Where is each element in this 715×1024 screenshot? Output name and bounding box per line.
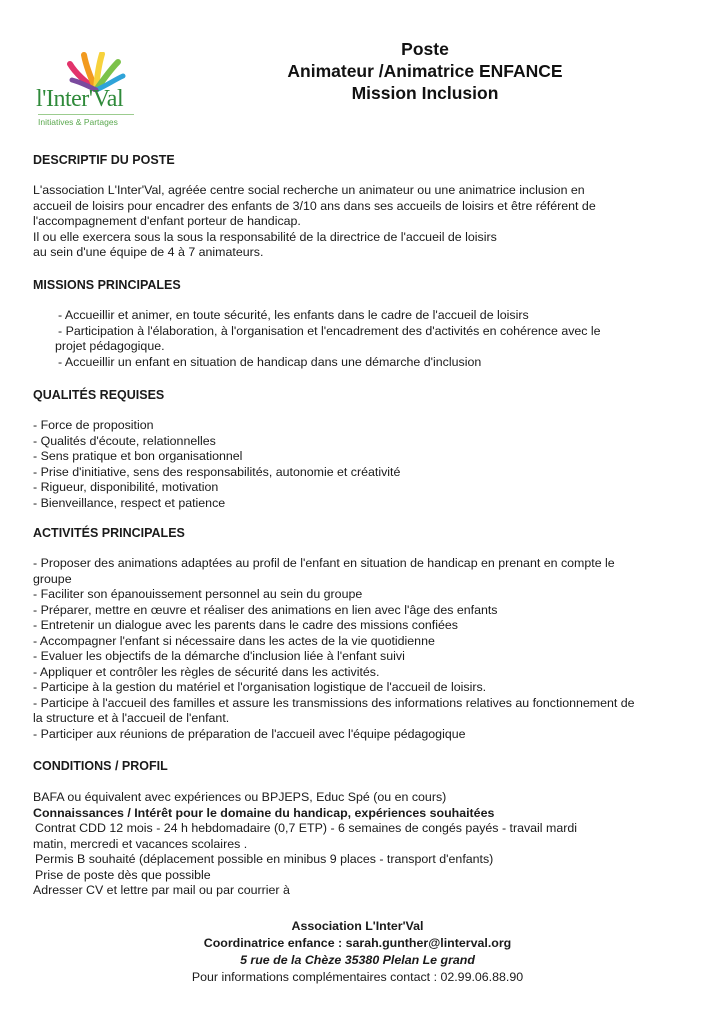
footer-address: 5 rue de la Chèze 35380 Plelan Le grand (240, 953, 475, 967)
section-heading-activites: ACTIVITÉS PRINCIPALES (33, 526, 185, 540)
descriptif-line: Il ou elle exercera sous la sous la responsabilité de la directrice de l'accueil de loisirs (33, 229, 497, 244)
qualite-item: - Rigueur, disponibilité, motivation (33, 480, 219, 494)
condition-line: Prise de poste dès que possible (35, 867, 211, 882)
logo-tagline: Initiatives & Partages (38, 117, 118, 127)
activite-item: - Evaluer les objectifs de la démarche d'inclusion liée à l'enfant suivi (33, 649, 405, 663)
contact-footer (150, 918, 565, 986)
descriptif-body (33, 183, 683, 261)
qualite-item: - Bienveillance, respect et patience (33, 495, 226, 510)
linterval-logo (30, 50, 140, 132)
qualites-list (33, 418, 683, 511)
activite-item: - Accompagner l'enfant si nécessaire dans les actes de la vie quotidienne (33, 633, 435, 648)
title-line-2: Animateur /Animatrice ENFANCE (287, 61, 563, 81)
footer-contact: Coordinatrice enfance : sarah.gunther@linterval.org (203, 936, 512, 950)
activites-list (33, 556, 683, 742)
qualite-item: - Prise d'initiative, sens des responsabilités, autonomie et créativité (33, 464, 401, 479)
activite-item: - Proposer des animations adaptées au profil de l'enfant en situation de handicap en prenant en compte le (33, 556, 615, 570)
missions-list (55, 308, 708, 370)
logo-brand: l'Inter'Val (36, 86, 124, 112)
qualite-item: - Sens pratique et bon organisationnel (33, 449, 243, 463)
activite-item: - Participe à la gestion du matériel et l'organisation logistique de l'accueil de loisirs. (33, 680, 487, 694)
title-line-1: Poste (401, 39, 449, 59)
activite-item: - Faciliter son épanouissement personnel au sein du groupe (33, 587, 363, 601)
condition-line-bold: Connaissances / Intérêt pour le domaine du handicap, expériences souhaitées (33, 805, 495, 820)
mission-item: - Accueillir un enfant en situation de handicap dans une démarche d'inclusion (58, 354, 482, 369)
condition-line: Permis B souhaité (déplacement possible en minibus 9 places - transport d'enfants) (35, 852, 494, 866)
page-title (230, 38, 620, 104)
section-heading-descriptif: DESCRIPTIF DU POSTE (33, 153, 175, 167)
descriptif-line: L'association L'Inter'Val, agréée centre social recherche un animateur ou une animatrice inclusion en (33, 183, 585, 197)
activite-item: - Participe à l'accueil des familles et assure les transmissions des informations relatives au fonctionnement de (33, 695, 635, 710)
qualite-item: - Force de proposition (33, 418, 154, 432)
mission-item: - Accueillir et animer, en toute sécurité, les enfants dans le cadre de l'accueil de loisirs (58, 308, 529, 322)
section-heading-qualites: QUALITÉS REQUISES (33, 388, 165, 402)
footer-phone: Pour informations complémentaires contact : 02.99.06.88.90 (191, 970, 524, 984)
condition-line: Adresser CV et lettre par mail ou par courrier à (33, 883, 290, 897)
logo-divider (38, 114, 134, 115)
condition-line: BAFA ou équivalent avec expériences ou BPJEPS, Educ Spé (ou en cours) (33, 790, 447, 804)
activite-item: - Entretenir un dialogue avec les parents dans le cadre des missions confiées (33, 618, 458, 632)
condition-line: matin, mercredi et vacances scolaires . (33, 836, 248, 851)
activite-item: - Préparer, mettre en œuvre et réaliser des animations en lien avec l'âge des enfants (33, 602, 498, 617)
title-line-3: Mission Inclusion (351, 83, 499, 103)
mission-item: - Participation à l'élaboration, à l'organisation et l'encadrement des d'activités en cohérence avec le (58, 323, 601, 338)
activite-item: la structure et à l'accueil de l'enfant. (33, 711, 230, 725)
descriptif-line: au sein d'une équipe de 4 à 7 animateurs. (33, 245, 264, 259)
qualite-item: - Qualités d'écoute, relationnelles (33, 433, 216, 448)
condition-line: Contrat CDD 12 mois - 24 h hebdomadaire (0,7 ETP) - 6 semaines de congés payés - travail mardi (35, 821, 577, 835)
mission-item-cont: projet pédagogique. (55, 339, 165, 353)
conditions-body (33, 790, 683, 899)
activite-item: groupe (33, 571, 72, 586)
descriptif-line: l'accompagnement d'enfant porteur de handicap. (33, 214, 301, 228)
activite-item: - Participer aux réunions de préparation de l'accueil avec l'équipe pédagogique (33, 726, 466, 741)
descriptif-line: accueil de loisirs pour encadrer des enfants de 3/10 ans dans ses accueils de loisirs et être référent de (33, 198, 596, 213)
activite-item: - Appliquer et contrôler les règles de sécurité dans les activités. (33, 664, 380, 679)
section-heading-conditions: CONDITIONS / PROFIL (33, 759, 168, 773)
footer-org: Association L'Inter'Val (291, 919, 424, 933)
section-heading-missions: MISSIONS PRINCIPALES (33, 278, 181, 292)
